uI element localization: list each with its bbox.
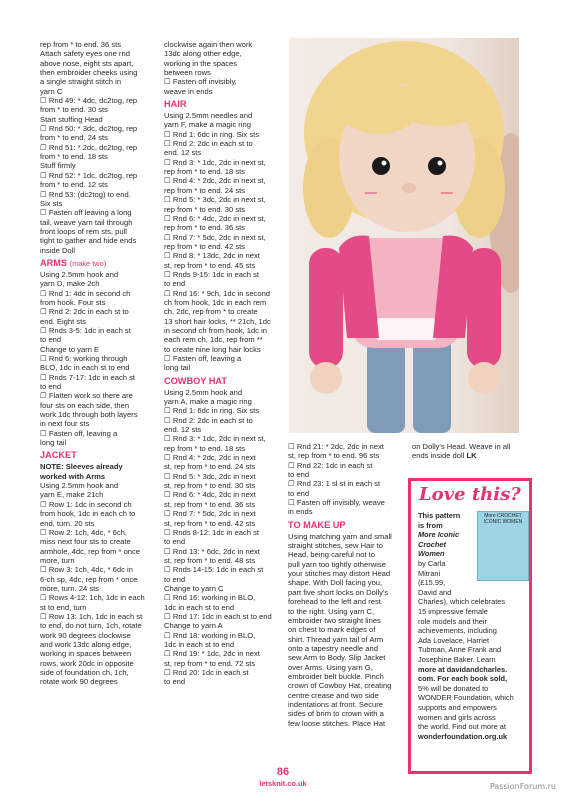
pattern-line: shirt. Thread yarn tail of Arm <box>288 634 384 644</box>
love-this-line: David and <box>418 587 452 597</box>
jacket-heading: JACKET <box>40 450 77 461</box>
pattern-line: Using 2.5mm hook and <box>40 269 119 279</box>
pattern-line: ☐ Row 1: 1dc in second ch <box>40 499 132 509</box>
pattern-line: ends inside doll LK <box>412 451 477 461</box>
pattern-line: embroider two straight lines <box>288 615 381 625</box>
pattern-line: from * to end. 30 sts <box>40 105 108 115</box>
site-url: letsknit.co.uk <box>259 779 307 788</box>
pattern-line: ☐ Rnd 4: * 2dc, 2dc in next st, <box>164 176 266 186</box>
column-2 <box>164 40 282 687</box>
pattern-line: more, turn. 24 sts <box>40 583 100 593</box>
pattern-line: crown of Cowboy Hat, creating <box>288 681 392 691</box>
pattern-line: end. 12 sts <box>164 425 202 435</box>
note-line: worked with Arms <box>40 471 106 481</box>
pattern-line: to end <box>288 488 310 498</box>
column-1 <box>40 40 158 687</box>
love-this-line: role models and their <box>418 616 488 626</box>
to-make-up-heading: TO MAKE UP <box>288 519 346 530</box>
pattern-line: ☐ Rnd 21: * 2dc, 2dc in next <box>288 442 384 451</box>
column-4 <box>412 442 532 461</box>
pattern-line: 1dc in each st to end <box>164 639 235 649</box>
pattern-line: work 90 degrees clockwise <box>40 630 131 640</box>
pattern-line: ☐ Rnd 18: working in BLO, <box>164 630 256 640</box>
pattern-line: side of foundation ch, 1ch, <box>40 668 129 677</box>
pattern-line: st, rep from * to end. 72 sts <box>164 658 256 668</box>
pattern-line: ☐ Rnd 5: * 3dc, 2dc in next <box>164 471 256 481</box>
col3-block-a <box>288 442 406 517</box>
pattern-line: embroider belt buckle. Pinch <box>288 671 384 681</box>
love-this-line: More Iconic <box>418 530 460 540</box>
pattern-line: end, turn. 20 sts <box>40 518 95 528</box>
pattern-line: 6-ch sp, 4dc, rep from * once <box>40 574 138 584</box>
pattern-line: pull yarn too tightly otherwise <box>288 559 386 569</box>
pattern-line: sides of brim to crown with a <box>288 709 384 719</box>
page-number: 86 <box>276 766 290 778</box>
pattern-line: on chest to mark edges of <box>288 625 376 635</box>
book-cover-text: More CROCHET ICONIC WOMEN <box>483 513 523 525</box>
pattern-line: over Arms. Using yarn G, <box>288 662 373 672</box>
pattern-line: Start stuffing Head <box>40 114 103 124</box>
pattern-line: to end <box>40 382 62 392</box>
love-this-line: This pattern <box>418 511 461 520</box>
pattern-line: 1dc in each st to end <box>164 602 235 612</box>
pattern-line: a single straight stitch in <box>40 77 122 87</box>
hair-heading: HAIR <box>164 99 187 110</box>
pattern-line: your stitches may distort Head <box>288 569 391 579</box>
pattern-line: ch from hook, 1dc in each rem <box>164 297 267 307</box>
pattern-line: yarn F, make a magic ring <box>164 120 251 130</box>
pattern-line: from hook. Four sts <box>40 297 106 307</box>
pattern-line: ☐ Fasten off leaving a long <box>40 208 132 218</box>
pattern-line: BLO, 1dc in each st to end <box>40 363 130 373</box>
cowboy-hat-heading: COWBOY HAT <box>164 375 227 386</box>
pattern-line: Change to yarn E <box>40 344 100 354</box>
pattern-line: work 1dc through both layers <box>40 410 138 420</box>
love-this-line: Charles), which celebrates <box>418 597 506 607</box>
love-this-line: is from <box>418 520 443 530</box>
pattern-line: armhole, 4dc, rep from * once <box>40 546 141 556</box>
signature: LK <box>466 451 477 461</box>
pattern-line: few loose stitches. Place Hat <box>288 718 386 728</box>
pattern-line: yarn E, make 21ch <box>40 490 104 500</box>
pattern-line: long tail <box>164 363 191 373</box>
arms-subheading: (make two) <box>69 258 107 268</box>
pattern-line: shape. With Doll facing you, <box>288 578 383 588</box>
pattern-line: rep from * to end. 36 sts <box>164 223 246 233</box>
pattern-line: ☐ Rnd 3: * 1dc, 2dc in next st, <box>164 157 266 167</box>
pattern-line: in ends <box>288 507 313 517</box>
pattern-line: forehead to the left and rest <box>288 597 381 607</box>
pattern-line: st, rep from * to end. 36 sts <box>164 499 256 509</box>
pattern-line: end. 12 sts <box>164 148 202 158</box>
love-this-line: more at davidandcharles. <box>418 664 508 674</box>
love-this-line: Josephine Baker. Learn <box>418 655 496 664</box>
arms-heading: ARMS (make two) <box>40 257 107 268</box>
pattern-line: from * to end. 24 sts <box>40 133 108 143</box>
pattern-line: more, turn <box>40 555 75 565</box>
pattern-line: above nose, eight sts apart, <box>40 58 134 68</box>
pattern-line: then embroider cheeks using <box>40 68 138 78</box>
pattern-line: rep from * to end. 42 sts <box>164 241 246 251</box>
pattern-line: and work 13dc along edge, <box>40 639 132 649</box>
love-this-line: 15 impressive female <box>418 607 488 616</box>
pattern-line: straight stitches, sew Hair to <box>288 541 383 551</box>
pattern-line: front loops of rem sts, pull <box>40 226 127 236</box>
pattern-line: 13 short hair locks, ** 21ch, 1dc <box>164 316 271 326</box>
col2-block-a <box>164 40 282 96</box>
pattern-line: to end <box>40 335 62 345</box>
pattern-line: rep from * to end. 24 sts <box>164 185 246 195</box>
pattern-line: st, rep from * to end. 96 sts <box>288 451 380 461</box>
pattern-line: to end <box>164 279 186 289</box>
pattern-line: ☐ Rnd 2: 2dc in each st to <box>164 415 253 425</box>
pattern-line: ch, 2dc, rep from * to create <box>164 307 258 317</box>
pattern-line: in next four sts <box>40 419 90 429</box>
pattern-line: yarn A, make a magic ring <box>164 397 252 407</box>
pattern-line: working in spaces between <box>40 649 132 659</box>
pattern-line: ☐ Rnd 1: 4dc in second ch <box>40 288 131 298</box>
pattern-line: ☐ Rnd 6: * 4dc, 2dc in next st, <box>164 213 266 223</box>
pattern-line: rep from * to end. 18 sts <box>164 443 246 453</box>
pattern-line: long tail <box>40 438 67 448</box>
pattern-line: working in the spaces <box>164 58 238 68</box>
love-this-line: Mitrani <box>418 568 441 578</box>
pattern-line: Attach safety eyes one rnd <box>40 49 130 59</box>
pattern-line: from hook, 1dc in each ch to <box>40 509 136 519</box>
pattern-line: ☐ Rnd 5: * 3dc, 2dc in next st, <box>164 195 266 205</box>
pattern-line: Head, being careful not to <box>288 550 375 560</box>
pattern-line: rep from * to end. 18 sts <box>164 167 246 177</box>
pattern-line: rows, work 20dc in opposite <box>40 658 134 668</box>
pattern-line: ☐ Fasten off, leaving a <box>40 428 118 438</box>
pattern-line: ☐ Flatten work so there are <box>40 391 133 401</box>
col1-block-a <box>40 40 158 255</box>
pattern-line: centre crease and two side <box>288 690 379 700</box>
pattern-line: yarn C <box>40 86 63 96</box>
pattern-line: Using 2.5mm hook and <box>164 387 243 397</box>
pattern-line: ☐ Rnd 7: * 5dc, 2dc in next <box>164 509 256 519</box>
pattern-line: yarn D, make 2ch <box>40 279 100 289</box>
col3-block-b <box>288 532 406 728</box>
pattern-line: ☐ Rnd 51: * 2dc, dc2tog, rep <box>40 142 138 152</box>
col1-block-c <box>40 481 158 687</box>
pattern-line: to end <box>164 677 186 687</box>
pattern-line: each rem ch, 1dc, rep from ** <box>164 335 263 345</box>
col4-block-a <box>412 442 532 461</box>
pattern-line: inside Doll <box>40 245 76 255</box>
pattern-line: st, rep from * to end. 48 sts <box>164 555 256 565</box>
love-this-line: Women <box>418 549 445 559</box>
pattern-line: end. Eight sts <box>40 316 87 326</box>
love-this-line: by Carla <box>418 559 446 568</box>
pattern-line: ☐ Rnds 3-5: 1dc in each st <box>40 325 131 335</box>
pattern-line: indentations at front. Secure <box>288 699 383 709</box>
pattern-line: tight to gather and hide ends <box>40 236 137 246</box>
pattern-line: weave in ends <box>164 86 213 96</box>
pattern-line: Stuff firmly <box>40 161 76 171</box>
pattern-line: sew Arm to Body. Slip Jacket <box>288 653 386 663</box>
pattern-line: ☐ Rnd 2: 2dc in each st to <box>40 307 129 317</box>
pattern-line: rep from * to end. 36 sts <box>40 40 122 49</box>
pattern-line: st, rep from * to end. 24 sts <box>164 462 256 472</box>
pattern-line: ☐ Rnd 50: * 3dc, dc2tog, rep <box>40 124 138 134</box>
pattern-line: st to end, turn <box>40 602 87 612</box>
pattern-line: to end <box>288 470 310 480</box>
jacket-note <box>40 462 158 481</box>
note-line: NOTE: Sleeves already <box>40 462 123 472</box>
pattern-line: Change to yarn C <box>164 583 224 593</box>
pattern-line: ☐ Rnd 20: 1dc in each st <box>164 668 249 677</box>
love-this-line: achievements, including <box>418 626 497 636</box>
pattern-line: st, rep from * to end. 30 sts <box>164 481 256 491</box>
pattern-line: ☐ Rnd 3: * 1dc, 2dc in next st, <box>164 434 266 444</box>
pattern-line: ☐ Rows 4-12: 1ch, 1dc in each <box>40 593 145 603</box>
pattern-line: ☐ Row 2: 1ch, 4dc, * 6ch, <box>40 527 128 537</box>
pattern-line: ☐ Fasten off invisibly, <box>164 77 237 87</box>
love-this-title: Love this? <box>419 484 521 505</box>
col2-block-c <box>164 388 282 687</box>
pattern-line: ☐ Rnd 49: * 4dc, dc2tog, rep <box>40 96 138 106</box>
pattern-line: clockwise again then work <box>164 40 253 49</box>
pattern-line: ☐ Rnd 13: * 6dc, 2dc in next <box>164 546 260 556</box>
pattern-line: Six sts <box>40 198 63 208</box>
pattern-line: to create nine long hair locks <box>164 344 261 354</box>
love-this-line: the world. Find out more at <box>418 722 506 732</box>
pattern-line: ☐ Rnd 1: 6dc in ring. Six sts <box>164 406 260 416</box>
love-this-line: supports and empowers <box>418 703 497 712</box>
col2-block-b <box>164 111 282 373</box>
book-cover <box>477 511 529 581</box>
pattern-line: Using 2.5mm hook and <box>40 481 119 491</box>
pattern-line: ☐ Rnd 53: (dc2tog) to end. <box>40 189 131 199</box>
pattern-line: rep from * to end. 30 sts <box>164 204 246 214</box>
pattern-line: to the right. Using yarn C, <box>288 606 375 616</box>
pattern-line: ☐ Rnds 14-15: 1dc in each st <box>164 565 264 575</box>
love-this-line: Crochet <box>418 539 446 549</box>
pattern-line: ☐ Rnd 1: 6dc in ring. Six sts <box>164 129 260 139</box>
pattern-line: ☐ Rnd 6: working through <box>40 354 128 363</box>
pattern-line: ☐ Fasten off, leaving a <box>164 354 242 363</box>
pattern-line: ☐ Rnd 8: * 13dc, 2dc in next <box>164 251 260 261</box>
love-this-line: Ada Lovelace, Harriet <box>418 635 490 645</box>
pattern-line: onto a tapestry needle and <box>288 643 378 653</box>
pattern-line: ☐ Rnd 4: * 2dc, 2dc in next <box>164 453 256 463</box>
pattern-line: ☐ Row 3: 1ch, 4dc, * 6dc in <box>40 565 133 575</box>
watermark: PassionForum.ru <box>489 782 556 791</box>
pattern-line: to end <box>164 574 186 584</box>
crochet-doll-image <box>289 38 519 433</box>
pattern-line: to end, do not turn, 1ch, rotate <box>40 621 142 631</box>
col1-block-b <box>40 270 158 448</box>
pattern-line: part five short locks on Dolly's <box>288 587 389 597</box>
pattern-line: ☐ Rnd 23: 1 sl st in each st <box>288 479 381 489</box>
pattern-line: ☐ Rnd 6: * 4dc, 2dc in next <box>164 490 256 500</box>
pattern-line: Using 2.5mm needles and <box>164 111 253 121</box>
pattern-line: st, rep from * to end. 42 sts <box>164 518 256 528</box>
pattern-line: ☐ Rnd 17: 1dc in each st to end <box>164 611 272 621</box>
pattern-line: 13dc along other edge, <box>164 49 242 59</box>
love-this-line: women and girls across <box>418 712 496 722</box>
pattern-line: ☐ Fasten off invisibly, weave <box>288 498 385 508</box>
pattern-line: ☐ Rnds 7-17: 1dc in each st <box>40 372 136 382</box>
pattern-line: four sts on each side, then <box>40 400 130 410</box>
pattern-line: Change to yarn A <box>164 621 223 631</box>
pattern-line: ☐ Rnd 16: * 9ch, 1dc in second <box>164 288 271 298</box>
pattern-line: ☐ Rnds 8-12: 1dc in each st <box>164 527 260 537</box>
love-this-box <box>408 478 532 774</box>
love-this-line: (£15.99, <box>418 578 446 588</box>
pattern-line: on Dolly's Head. Weave in all <box>412 442 511 451</box>
pattern-line: ☐ Rnd 2: 2dc in each st to <box>164 139 253 149</box>
pattern-line: ☐ Row 13: 1ch, 1dc in each st <box>40 611 143 621</box>
pattern-line: Using matching yarn and small <box>288 531 392 541</box>
pattern-line: between rows <box>164 68 211 78</box>
pattern-line: miss next four sts to create <box>40 537 131 547</box>
pattern-line: from * to end. 18 sts <box>40 152 108 162</box>
pattern-line: ☐ Rnd 7: * 5dc, 2dc in next st, <box>164 232 266 242</box>
love-this-line: wonderfoundation.org.uk <box>418 731 508 741</box>
pattern-line: tail, weave yarn tail through <box>40 217 133 227</box>
doll-photo <box>289 38 519 433</box>
love-this-line: Tubman, Anne Frank and <box>418 645 502 655</box>
pattern-line: ☐ Rnds 9-15: 1dc in each st <box>164 269 260 279</box>
pattern-line: st, rep from * to end. 45 sts <box>164 260 256 270</box>
pattern-line: ☐ Rnd 52: * 1dc, dc2tog, rep <box>40 170 138 180</box>
love-this-line: 5% will be donated to <box>418 683 489 693</box>
pattern-line: ☐ Rnd 22: 1dc in each st <box>288 460 373 470</box>
pattern-line: ☐ Rnd 16: working in BLO, <box>164 593 256 603</box>
pattern-line: in second ch from hook, 1dc in <box>164 325 267 335</box>
pattern-line: ☐ Rnd 19: * 1dc, 2dc in next <box>164 649 260 659</box>
pattern-line: rotate work 90 degrees <box>40 677 118 687</box>
pattern-line: to end <box>164 537 186 547</box>
love-this-line: com. For each book sold, <box>418 674 508 684</box>
pattern-line: from * to end. 12 sts <box>40 180 108 190</box>
column-3 <box>288 442 406 728</box>
love-this-line: WONDER Foundation, which <box>418 693 514 703</box>
